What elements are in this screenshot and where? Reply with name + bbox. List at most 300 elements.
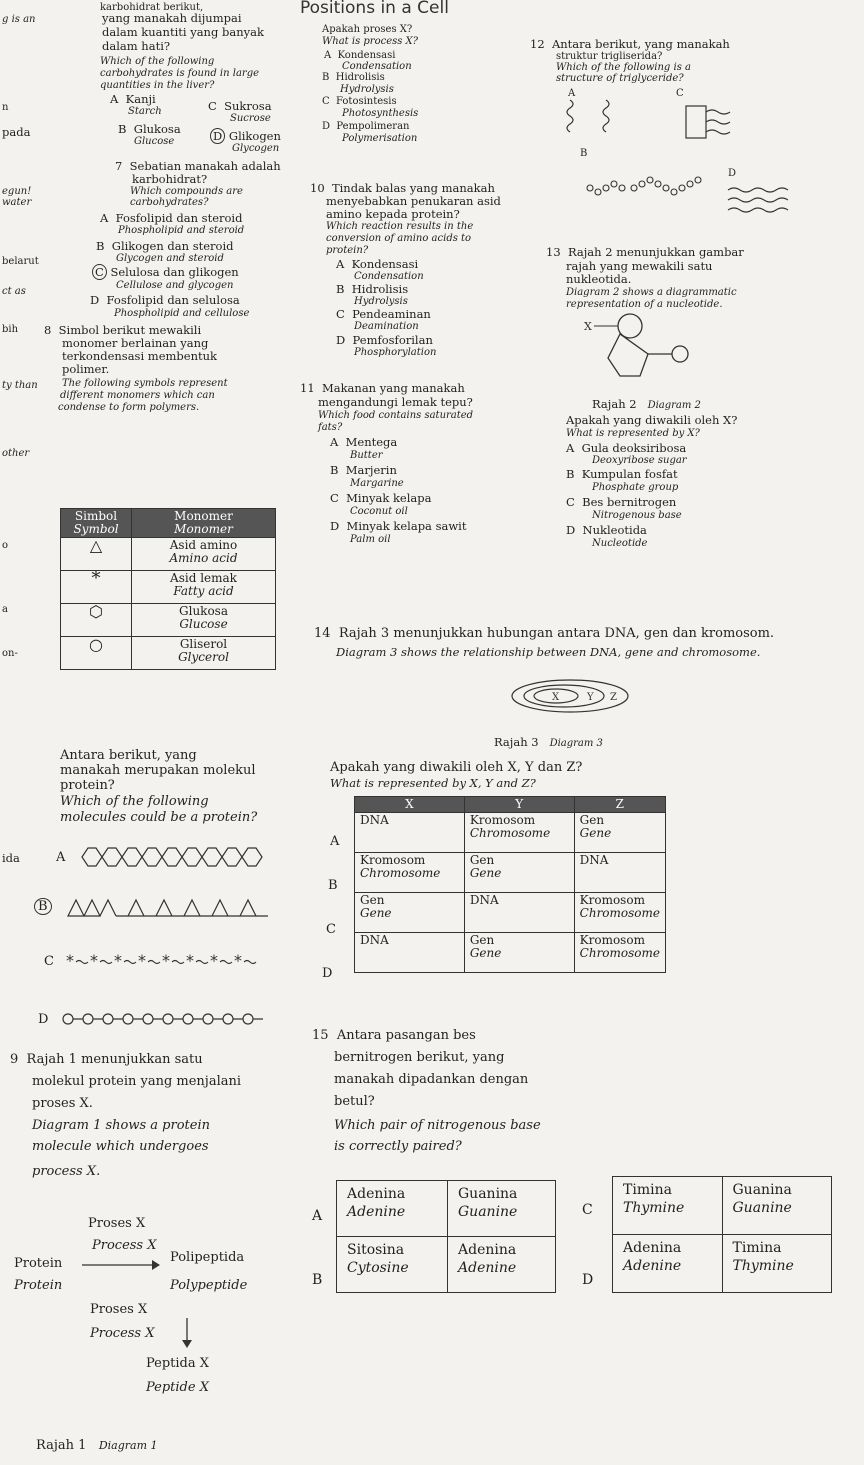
option-letter: D — [336, 333, 346, 347]
q15-option-c[interactable]: C — [582, 1202, 593, 1218]
option-letter: C — [322, 96, 330, 107]
option-en: Starch — [128, 106, 162, 117]
option-en: Condensation — [342, 61, 412, 72]
q13-stem-ms: rajah yang mewakili satu — [566, 259, 713, 273]
option-en: Palm oil — [350, 534, 391, 545]
option-letter: C — [208, 99, 217, 113]
svg-text:*: * — [138, 951, 146, 970]
option-ms: Hidrolisis — [335, 72, 385, 83]
polypeptide-label-en: Polypeptide — [170, 1278, 248, 1293]
option-ms: Kondensasi — [351, 257, 419, 271]
option-letter: C — [330, 491, 339, 505]
cell-en: Chromosome — [360, 866, 441, 880]
option-en: Glucose — [134, 136, 175, 147]
q8-stem2-ms: manakah merupakan molekul — [60, 763, 256, 778]
process-label-ms: Proses X — [90, 1302, 148, 1317]
q14-option-b[interactable]: B — [328, 878, 338, 893]
q8-option-c[interactable]: C — [44, 954, 54, 969]
cell-ms: Adenina — [458, 1242, 517, 1258]
table-row — [355, 813, 666, 853]
option-en: Glycogen — [232, 143, 280, 154]
q8-stem-ms: polimer. — [62, 362, 110, 376]
q11-stem-ms: Makanan yang manakah — [321, 381, 465, 395]
edge-text: n — [2, 102, 9, 113]
option-ms: Gula deoksiribosa — [581, 441, 687, 455]
q10-option-a[interactable] — [336, 258, 418, 271]
svg-text:*: * — [66, 951, 74, 970]
option-ms: Pemfosforilan — [352, 333, 433, 347]
option-en: Deoxyribose sugar — [592, 455, 687, 466]
cell-ms: Kromosom — [469, 813, 536, 827]
q5-stem-en: Which of the following — [100, 56, 215, 67]
q8-stem-en: different monomers which can — [60, 390, 215, 401]
monomer-ms: Asid lemak — [170, 571, 237, 585]
question-number: 14 — [314, 626, 331, 641]
q7-stem-en: carbohydrates? — [130, 197, 209, 208]
q14-option-a[interactable]: A — [330, 834, 340, 849]
cell-en: Cytosine — [347, 1260, 409, 1276]
q8-stem2-en: Which of the following — [60, 794, 209, 809]
question-number: 12 — [530, 37, 545, 51]
base-pair-table-ab — [336, 1180, 556, 1293]
option-ms: Mentega — [345, 435, 398, 449]
q10-option-d[interactable] — [336, 334, 433, 347]
q13-option-c[interactable] — [566, 496, 676, 509]
svg-text:*: * — [210, 951, 218, 970]
q14-option-c[interactable]: C — [326, 922, 336, 937]
table-row — [355, 933, 666, 973]
option-en: Phosphorylation — [354, 347, 437, 358]
q9-stem-ms: proses X. — [32, 1096, 93, 1111]
question-number: 10 — [310, 181, 325, 195]
option-en: Condensation — [354, 271, 424, 282]
option-ms: Fosfolipid dan steroid — [115, 211, 243, 225]
q15-stem-en: Which pair of nitrogenous base — [334, 1118, 541, 1133]
q5-option-c[interactable] — [208, 100, 272, 113]
q6-option-d[interactable] — [322, 121, 409, 132]
option-letter: B — [118, 122, 127, 136]
q7-option-b[interactable] — [96, 240, 234, 253]
cell-en: Chromosome — [579, 906, 660, 920]
option-letter: B — [330, 463, 339, 477]
q9-stem-en: process X. — [32, 1164, 101, 1179]
q8-stem-ms: monomer berlainan yang — [62, 336, 209, 350]
q5-stem-en: carbohydrates is found in large — [100, 68, 260, 79]
cell-en: Gene — [579, 826, 612, 840]
q14-ask-ms: Apakah yang diwakili oleh X, Y dan Z? — [330, 760, 583, 775]
option-ms: Sukrosa — [224, 99, 272, 113]
question-number: 7 — [115, 159, 123, 173]
q15-stem-ms: manakah dipadankan dengan — [334, 1072, 529, 1087]
q5-option-d[interactable] — [210, 130, 281, 143]
table-row — [61, 538, 276, 571]
cell-ms: Guanina — [458, 1186, 518, 1202]
cell-ms: Kromosom — [360, 853, 426, 867]
cell-en: Chromosome — [469, 826, 551, 840]
peptide-label-ms: Peptida X — [146, 1356, 210, 1371]
q5-stem-ms: dalam kuantiti yang banyak — [102, 25, 264, 39]
q12-stem-en: structure of triglyceride? — [556, 73, 684, 84]
option-en: Hydrolysis — [340, 84, 394, 95]
arrow-down-icon — [180, 1316, 194, 1352]
cell-ms: DNA — [579, 853, 609, 867]
question-number: 15 — [312, 1028, 329, 1043]
option-letter: C — [92, 264, 107, 280]
option-letter: D — [330, 519, 340, 533]
q7-stem-ms: karbohidrat? — [132, 172, 208, 186]
label-y: Y — [587, 692, 594, 703]
q5-option-a[interactable] — [110, 93, 156, 106]
option-ms: Hidrolisis — [351, 282, 409, 296]
option-letter: A — [100, 211, 109, 225]
dna-gene-chromosome-diagram — [508, 676, 632, 716]
q7-stem-en: Which compounds are — [130, 186, 243, 197]
option-ms: Minyak kelapa — [346, 491, 432, 505]
q14-stem-ms: Rajah 3 menunjukkan hubungan antara DNA, gen dan kromosom. — [338, 626, 775, 641]
q7-option-d[interactable] — [90, 294, 240, 307]
q6-option-c[interactable] — [322, 96, 397, 107]
cell-en: Thymine — [623, 1200, 685, 1216]
cell-ms: Gen — [360, 893, 385, 907]
cell-en: Gene — [360, 906, 392, 920]
option-ms: Kanji — [125, 92, 156, 106]
question-number: 13 — [546, 245, 561, 259]
q15-stem-ms: betul? — [334, 1094, 375, 1109]
triglyceride-structure-d-icon — [724, 182, 834, 216]
edge-text: o — [2, 540, 9, 551]
q9-stem-ms: Rajah 1 menunjukkan satu — [26, 1052, 203, 1067]
q15-stem-ms: bernitrogen berikut, yang — [334, 1050, 505, 1065]
q8-option-b[interactable]: B — [34, 898, 52, 915]
monomer-en: Fatty acid — [173, 584, 234, 598]
q8-option-d[interactable]: D — [38, 1012, 49, 1027]
option-ms: Marjerin — [345, 463, 397, 477]
edge-text: other — [2, 448, 30, 459]
q7-option-c[interactable] — [92, 266, 239, 279]
arrow-right-icon — [80, 1258, 166, 1272]
caption-en: Diagram 1 — [98, 1439, 158, 1452]
option-en: Cellulose and glycogen — [116, 280, 234, 291]
header-en: Symbol — [73, 522, 119, 536]
q10-stem-ms: amino kepada protein? — [326, 207, 460, 221]
cell-ms: DNA — [360, 813, 389, 827]
q10-stem-en: conversion of amino acids to — [326, 233, 472, 244]
svg-text:*: * — [162, 951, 170, 970]
q13-stem-en: representation of a nucleotide. — [566, 299, 723, 310]
cell-en: Adenine — [458, 1260, 517, 1276]
q13-stem-ms: nukleotida. — [566, 272, 632, 286]
option-ms: Kumpulan fosfat — [581, 467, 678, 481]
process-label-en: Process X — [90, 1326, 155, 1341]
cell-en: Chromosome — [579, 946, 660, 960]
cell-en: Gene — [469, 866, 502, 880]
monomer-ms: Gliserol — [179, 637, 228, 651]
q10-stem-ms: Tindak balas yang manakah — [331, 181, 495, 195]
edge-text: water — [2, 197, 32, 208]
process-label-ms: Proses X — [88, 1216, 146, 1231]
monomer-ms: Asid amino — [169, 538, 238, 552]
peptide-label-en: Peptide X — [146, 1380, 209, 1395]
diagram-2-caption — [592, 398, 701, 412]
edge-text: bih — [2, 324, 19, 335]
edge-text: pada — [2, 125, 31, 139]
option-letter: B — [566, 467, 575, 481]
option-en: Hydrolysis — [354, 296, 408, 307]
q14-stem-en: Diagram 3 shows the relationship between DNA, gene and chromosome. — [336, 645, 761, 659]
table-row — [355, 893, 666, 933]
question-number: 11 — [300, 381, 315, 395]
svg-text:*: * — [186, 951, 194, 970]
cell-ms: Gen — [469, 933, 495, 947]
q6-stem-ms: Apakah proses X? — [322, 24, 413, 35]
question-number: 8 — [44, 323, 52, 337]
q5-stem-ms: yang manakah dijumpai — [102, 11, 242, 25]
triglyceride-structure-c-icon — [680, 100, 760, 148]
q10-stem-ms: menyebabkan penukaran asid — [326, 194, 501, 208]
q15-stem-en: is correctly paired? — [334, 1139, 462, 1154]
monomer-en: Glycerol — [178, 650, 229, 664]
label-z: Z — [610, 692, 617, 703]
q5-stem-en: quantities in the liver? — [100, 80, 215, 91]
protein-label-ms: Protein — [14, 1256, 63, 1271]
option-en: Glycogen and steroid — [116, 253, 224, 264]
cell-ms: Guanina — [732, 1182, 792, 1198]
monomer-en: Glucose — [179, 617, 228, 631]
q6-option-b[interactable] — [322, 72, 385, 83]
column-header-y: Y — [464, 797, 574, 813]
cell-en: Guanine — [458, 1204, 518, 1220]
option-ms: Glukosa — [133, 122, 181, 136]
edge-text: a — [2, 604, 8, 615]
cell-ms: Gen — [469, 853, 495, 867]
option-letter: A — [330, 435, 339, 449]
triangle-icon: △ — [61, 538, 132, 571]
diagram-3-caption — [494, 736, 603, 750]
cell-en: Gene — [469, 946, 502, 960]
table-row — [613, 1177, 832, 1235]
q9-stem — [10, 1052, 203, 1067]
diagram-1-caption — [36, 1438, 158, 1453]
option-ms: Minyak kelapa sawit — [346, 519, 467, 533]
q8-stem2-ms: Antara berikut, yang — [60, 748, 197, 763]
hexagon-chain-icon — [78, 842, 278, 872]
q15-stem — [312, 1028, 476, 1043]
caption-ms: Rajah 1 — [36, 1438, 87, 1453]
q8-stem-en: The following symbols represent — [62, 378, 228, 389]
cell-en: Thymine — [732, 1258, 794, 1274]
q10-option-b[interactable] — [336, 283, 408, 296]
q12-option-b[interactable]: B — [580, 148, 588, 159]
svg-text:*: * — [234, 951, 242, 970]
edge-text: belarut — [2, 256, 39, 267]
label-x: X — [584, 320, 592, 333]
process-label-en: Process X — [92, 1238, 157, 1253]
option-en: Sucrose — [230, 113, 271, 124]
edge-text: ida — [2, 851, 20, 865]
cell-ms: Timina — [623, 1182, 672, 1198]
svg-text:*: * — [90, 951, 98, 970]
q9-stem-ms: molekul protein yang menjalani — [32, 1074, 242, 1089]
q9-stem-en: Diagram 1 shows a protein — [32, 1118, 210, 1133]
hexagon-icon: ⬡ — [61, 604, 132, 637]
cell-ms: Timina — [732, 1240, 782, 1256]
edge-text: egun! — [2, 186, 32, 197]
table-row — [61, 604, 276, 637]
cell-ms: Adenina — [623, 1240, 682, 1256]
caption-en: Diagram 2 — [647, 400, 701, 411]
q6-stem-en: What is process X? — [322, 36, 419, 47]
option-letter: B — [96, 239, 105, 253]
option-ms: Kondensasi — [337, 50, 396, 61]
q12-option-d[interactable]: D — [728, 168, 737, 179]
option-ms: Pendeaminan — [352, 307, 431, 321]
nucleotide-diagram — [580, 310, 700, 394]
monomer-en: Amino acid — [169, 551, 238, 565]
q15-option-d[interactable]: D — [582, 1272, 594, 1288]
option-ms: Pempolimeran — [336, 121, 410, 132]
option-letter: D — [566, 523, 576, 537]
q8-stem-ms: terkondensasi membentuk — [62, 349, 217, 363]
triangle-chain-icon — [62, 894, 282, 920]
q5-stem-ms: karbohidrat berikut, — [100, 2, 204, 13]
q10-option-c[interactable] — [336, 308, 431, 321]
q5-stem-ms: dalam hati? — [102, 39, 171, 53]
option-en: Phospholipid and steroid — [118, 225, 245, 236]
table-header — [132, 509, 276, 538]
option-letter: B — [322, 72, 330, 83]
option-ms: Glikogen — [228, 129, 281, 143]
q8-option-a[interactable]: A — [56, 850, 66, 865]
header-ms: Simbol — [74, 509, 118, 523]
q11-stem-en: Which food contains saturated — [318, 410, 474, 421]
monomer-table — [60, 508, 276, 670]
cell-ms: DNA — [360, 933, 389, 947]
cell-ms: DNA — [469, 893, 499, 907]
cell-en: Adenine — [623, 1258, 682, 1274]
q12-stem-ms: Antara berikut, yang manakah — [551, 37, 730, 51]
q12-stem — [530, 38, 730, 51]
q9-stem-en: molecule which undergoes — [32, 1139, 209, 1154]
asterisk-icon: * — [61, 571, 132, 604]
q12-option-a[interactable]: A — [568, 88, 576, 99]
column-header-x: X — [355, 797, 465, 813]
option-en: Phospholipid and cellulose — [114, 308, 250, 319]
monomer-ms: Glukosa — [179, 604, 228, 618]
option-ms: Fotosintesis — [336, 96, 397, 107]
q14-option-d[interactable]: D — [322, 966, 333, 981]
cell-en: Adenine — [347, 1204, 406, 1220]
option-letter: D — [322, 121, 331, 132]
option-en: Coconut oil — [350, 506, 408, 517]
svg-text:*: * — [114, 951, 122, 970]
option-en: Nucleotide — [592, 538, 648, 549]
option-letter: A — [110, 92, 119, 106]
page-header: Positions in a Cell — [300, 0, 449, 18]
option-letter: D — [90, 293, 100, 307]
column-header-z: Z — [574, 797, 665, 813]
q6-option-a[interactable] — [324, 50, 395, 61]
cell-ms: Kromosom — [579, 933, 645, 947]
table-row — [337, 1237, 556, 1293]
q13-ask-ms: Apakah yang diwakili oleh X? — [566, 413, 738, 427]
cell-ms: Sitosina — [347, 1242, 405, 1258]
base-pair-table-cd — [612, 1176, 832, 1293]
edge-text: on- — [2, 648, 18, 659]
option-ms: Glikogen dan steroid — [111, 239, 234, 253]
header-en: Monomer — [174, 522, 233, 536]
cell-en: Guanine — [732, 1200, 792, 1216]
option-letter: A — [336, 257, 345, 271]
question-number: 9 — [10, 1052, 19, 1067]
q11-stem-en: fats? — [318, 422, 343, 433]
protein-label-en: Protein — [14, 1278, 63, 1293]
q8-stem2-en: molecules could be a protein? — [60, 810, 258, 825]
option-letter: C — [566, 495, 575, 509]
q7-option-a[interactable] — [100, 212, 242, 225]
option-letter: C — [336, 307, 345, 321]
option-en: Margarine — [350, 478, 404, 489]
label-x: X — [552, 692, 560, 703]
q10-stem-en: protein? — [326, 245, 369, 256]
q5-option-b[interactable] — [118, 123, 181, 136]
q7-stem-ms: Sebatian manakah adalah — [129, 159, 281, 173]
cell-ms: Kromosom — [579, 893, 645, 907]
cell-ms: Gen — [579, 813, 605, 827]
q8-stem-en: condense to form polymers. — [58, 402, 200, 413]
q14-ask-en: What is represented by X, Y and Z? — [330, 776, 536, 790]
q13-option-d[interactable] — [566, 524, 647, 537]
table-row — [61, 637, 276, 670]
option-ms: Selulosa dan glikogen — [110, 265, 239, 279]
option-letter: B — [336, 282, 345, 296]
option-ms: Bes bernitrogen — [582, 495, 677, 509]
q11-option-c[interactable] — [330, 492, 432, 505]
option-en: Photosynthesis — [342, 108, 419, 119]
q13-stem — [546, 246, 744, 259]
q8-stem2-ms: protein? — [60, 778, 115, 793]
option-en: Butter — [350, 450, 383, 461]
q12-option-c[interactable]: C — [676, 88, 684, 99]
q10-stem-en: Which reaction results in the — [326, 221, 474, 232]
caption-en: Diagram 3 — [549, 738, 603, 749]
q11-stem-ms: mengandungi lemak tepu? — [318, 395, 473, 409]
asterisk-chain-icon — [64, 950, 284, 972]
q15-option-b[interactable]: B — [312, 1272, 323, 1288]
q14-stem — [314, 626, 774, 641]
circle-chain-icon — [60, 1008, 280, 1030]
q13-stem-en: Diagram 2 shows a diagrammatic — [566, 287, 737, 298]
q11-option-b[interactable] — [330, 464, 397, 477]
option-ms: Fosfolipid dan selulosa — [106, 293, 240, 307]
caption-ms: Rajah 3 — [494, 735, 539, 749]
option-letter: A — [566, 441, 575, 455]
cell-ms: Adenina — [347, 1186, 406, 1202]
edge-text: ty than — [2, 380, 38, 391]
q13-option-a[interactable] — [566, 442, 686, 455]
q13-option-b[interactable] — [566, 468, 678, 481]
option-letter: A — [324, 50, 332, 61]
q11-stem — [300, 382, 465, 395]
q8-stem-ms: Simbol berikut mewakili — [58, 323, 202, 337]
q12-stem-ms: struktur trigliserida? — [556, 51, 663, 62]
caption-ms: Rajah 2 — [592, 397, 637, 411]
q15-stem-ms: Antara pasangan bes — [336, 1028, 476, 1043]
q11-option-a[interactable] — [330, 436, 397, 449]
q11-option-d[interactable] — [330, 520, 466, 533]
option-en: Deamination — [354, 321, 419, 332]
q15-option-a[interactable]: A — [312, 1208, 323, 1224]
circle-icon: ○ — [61, 637, 132, 670]
